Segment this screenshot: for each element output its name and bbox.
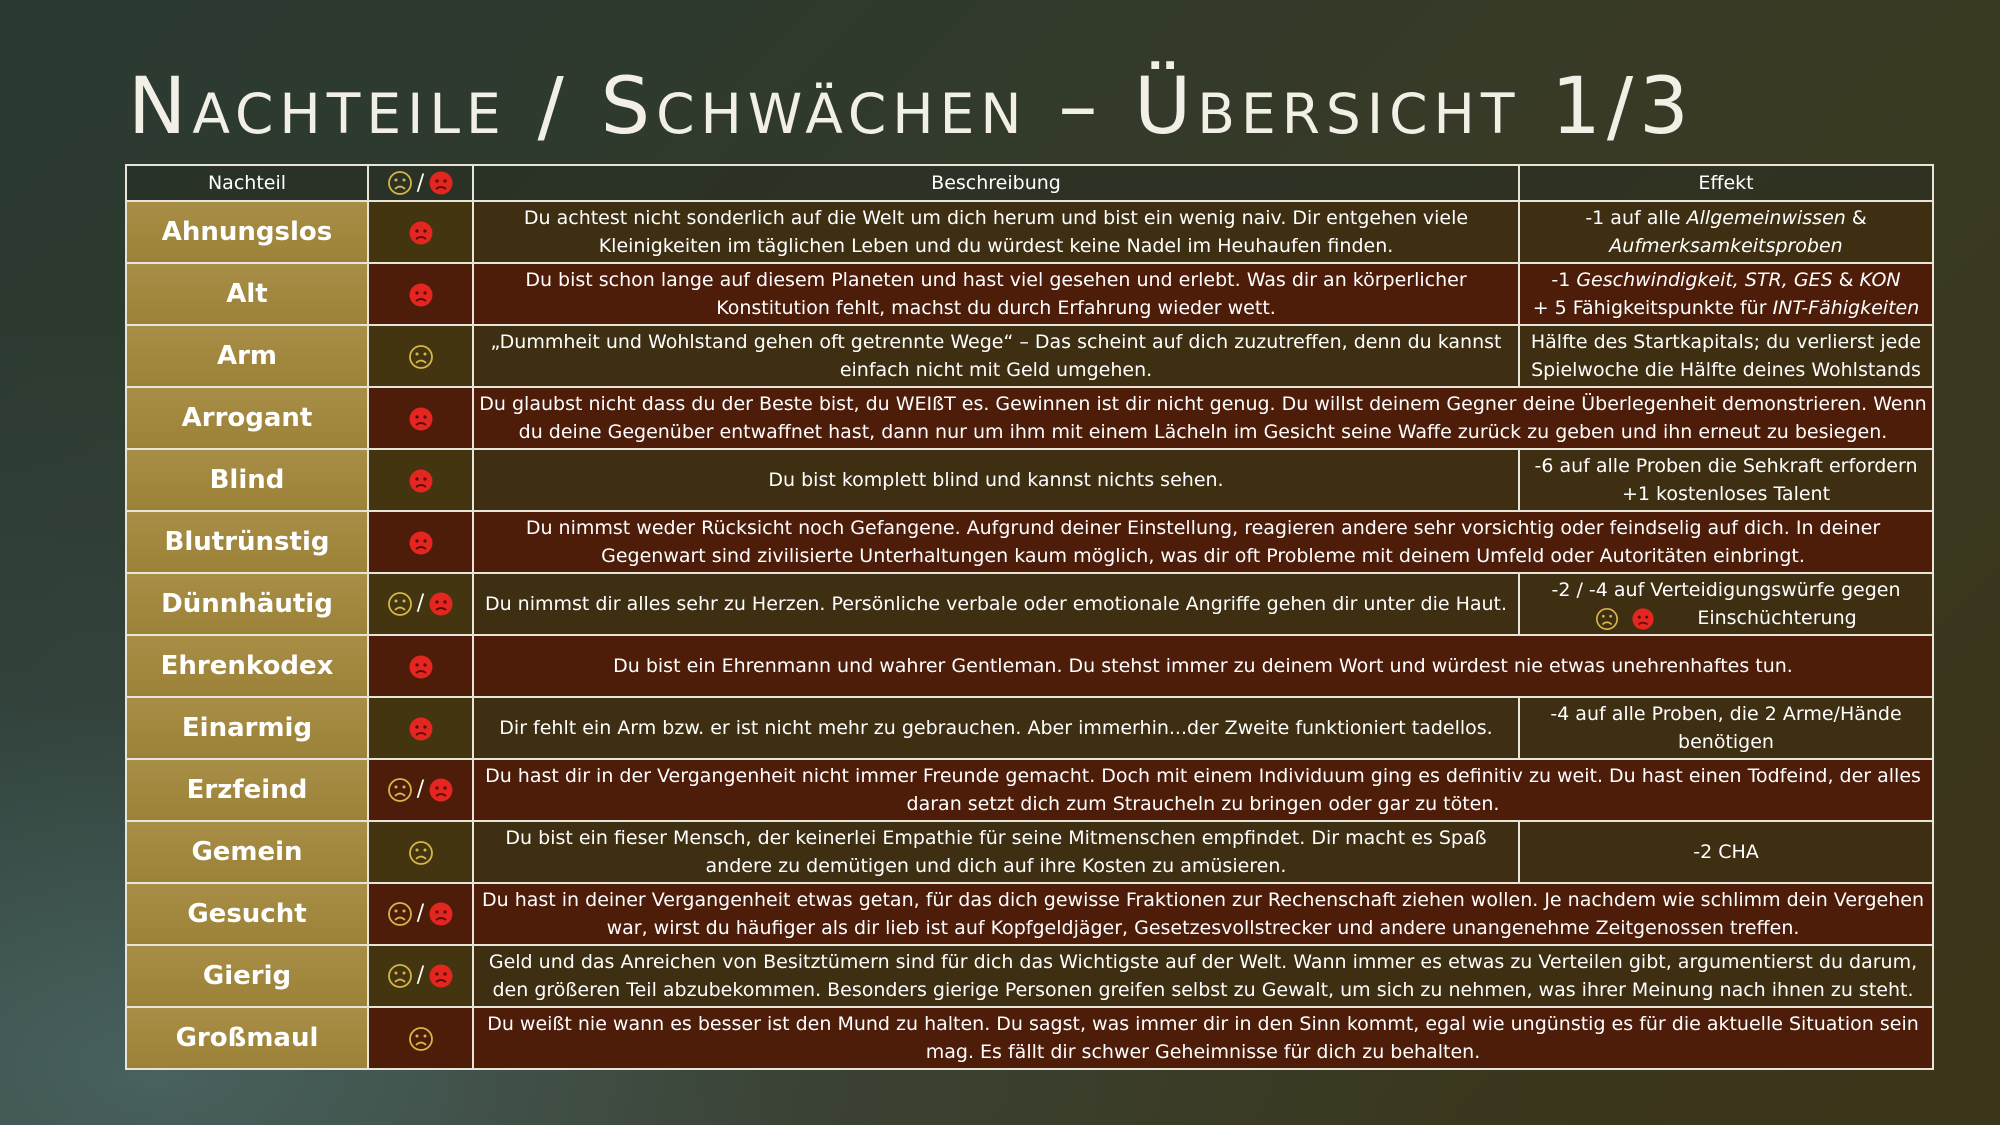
severity-separator: / bbox=[416, 591, 425, 617]
row-name: Erzfeind bbox=[126, 759, 368, 821]
severity-separator: / bbox=[416, 901, 425, 927]
table-row bbox=[126, 263, 1933, 325]
row-effect: -6 auf alle Proben die Sehkraft erfordern +1 kostenloses Talent bbox=[1519, 449, 1933, 511]
angry-red-face-icon bbox=[428, 777, 454, 803]
sad-face-icon bbox=[387, 591, 413, 617]
header-description: Beschreibung bbox=[473, 165, 1519, 201]
angry-red-face-icon bbox=[428, 170, 454, 196]
sad-face-icon bbox=[408, 344, 434, 370]
row-name: Gemein bbox=[126, 821, 368, 883]
row-description: Du bist schon lange auf diesem Planeten und hast viel gesehen und erlebt. Was dir an körperlicher Konstitution fehlt, machst du durch Erfahrung wieder wett. bbox=[473, 263, 1519, 325]
row-description: Du bist ein Ehrenmann und wahrer Gentleman. Du stehst immer zu deinem Wort und würdest nie etwas unehrenhaftes tun. bbox=[473, 635, 1933, 697]
row-effect: -4 auf alle Proben, die 2 Arme/Hände benötigen bbox=[1519, 697, 1933, 759]
page-title: Nachteile / Schwächen – Übersicht 1/3 bbox=[128, 62, 1695, 152]
table-row bbox=[126, 511, 1933, 573]
header-name: Nachteil bbox=[126, 165, 368, 201]
disadvantages-table bbox=[125, 164, 1934, 1070]
sad-face-icon bbox=[1595, 607, 1619, 631]
angry-red-face-icon bbox=[408, 654, 434, 680]
row-severity bbox=[368, 511, 473, 573]
row-name: Alt bbox=[126, 263, 368, 325]
row-name: Arm bbox=[126, 325, 368, 387]
row-effect: -2 CHA bbox=[1519, 821, 1933, 883]
row-name: Ahnungslos bbox=[126, 201, 368, 263]
sad-face-icon bbox=[387, 777, 413, 803]
table-row bbox=[126, 201, 1933, 263]
row-severity bbox=[368, 325, 473, 387]
row-effect: -2 / -4 auf Verteidigungswürfe gegen Einschüchterung bbox=[1519, 573, 1933, 635]
row-description: Du achtest nicht sonderlich auf die Welt um dich herum und bist ein wenig naiv. Dir entgehen viele Kleinigkeiten im täglichen Leben und du würdest keine Nadel im Heuhaufen finden. bbox=[473, 201, 1519, 263]
angry-red-face-icon bbox=[408, 282, 434, 308]
row-severity bbox=[368, 945, 473, 1007]
table-row bbox=[126, 387, 1933, 449]
effect-severity-icons bbox=[1595, 604, 1667, 632]
angry-red-face-icon bbox=[408, 468, 434, 494]
row-severity bbox=[368, 883, 473, 945]
table-row bbox=[126, 325, 1933, 387]
sad-face-icon bbox=[387, 963, 413, 989]
severity-separator: / bbox=[416, 777, 425, 803]
row-description: Du hast in deiner Vergangenheit etwas getan, für das dich gewisse Fraktionen zur Rechenschaft ziehen wollen. Je nachdem wie schlimm dein Vergehen war, wirst du häufiger als dir lieb ist auf Kopfgeldjäger, Gesetzesvollstrecker und andere unangenehme Zeitgenossen treffen. bbox=[473, 883, 1933, 945]
header-effect: Effekt bbox=[1519, 165, 1933, 201]
table-row bbox=[126, 449, 1933, 511]
table-header-row bbox=[126, 165, 1933, 201]
sad-face-icon bbox=[387, 901, 413, 927]
row-severity bbox=[368, 697, 473, 759]
severity-separator: / bbox=[416, 963, 425, 989]
row-severity bbox=[368, 201, 473, 263]
row-severity bbox=[368, 263, 473, 325]
row-description: Du glaubst nicht dass du der Beste bist, du WEIßT es. Gewinnen ist dir nicht genug. Du willst deinem Gegner deine Überlegenheit demonstrieren. Wenn du deine Gegenüber entwaffnet hast, dann nur um ihm mit einem Lächeln im Gesicht seine Waffe zurück zu geben und ihn erneut zu besiegen. bbox=[473, 387, 1933, 449]
row-description: Du nimmst weder Rücksicht noch Gefangene. Aufgrund deiner Einstellung, reagieren andere sehr vorsichtig oder feindselig auf dich. In deiner Gegenwart sind zivilisierte Unterhaltungen kaum möglich, was dir oft Probleme mit deinem Umfeld oder Autoritäten einbringt. bbox=[473, 511, 1933, 573]
row-name: Großmaul bbox=[126, 1007, 368, 1069]
row-description: Du bist ein fieser Mensch, der keinerlei Empathie für seine Mitmenschen empfindet. Dir macht es Spaß andere zu demütigen und dich auf ihre Kosten zu amüsieren. bbox=[473, 821, 1519, 883]
row-name: Blutrünstig bbox=[126, 511, 368, 573]
row-name: Ehrenkodex bbox=[126, 635, 368, 697]
sad-face-icon bbox=[387, 170, 413, 196]
row-description: Du hast dir in der Vergangenheit nicht immer Freunde gemacht. Doch mit einem Individuum ging es definitiv zu weit. Du hast einen Todfeind, der alles daran setzt dich zum Straucheln zu bringen oder gar zu töten. bbox=[473, 759, 1933, 821]
row-description: „Dummheit und Wohlstand gehen oft getrennte Wege“ – Das scheint auf dich zuzutreffen, denn du kannst einfach nicht mit Geld umgehen. bbox=[473, 325, 1519, 387]
row-severity bbox=[368, 1007, 473, 1069]
angry-red-face-icon bbox=[428, 963, 454, 989]
sad-face-icon bbox=[408, 1026, 434, 1052]
row-name: Dünnhäutig bbox=[126, 573, 368, 635]
row-severity bbox=[368, 449, 473, 511]
table-row bbox=[126, 635, 1933, 697]
table-row bbox=[126, 883, 1933, 945]
row-name: Einarmig bbox=[126, 697, 368, 759]
angry-red-face-icon bbox=[408, 530, 434, 556]
row-name: Blind bbox=[126, 449, 368, 511]
row-effect: -1 auf alle Allgemeinwissen & Aufmerksamkeitsproben bbox=[1519, 201, 1933, 263]
angry-red-face-icon bbox=[428, 591, 454, 617]
table-row bbox=[126, 1007, 1933, 1069]
row-description: Du nimmst dir alles sehr zu Herzen. Persönliche verbale oder emotionale Angriffe gehen dir unter die Haut. bbox=[473, 573, 1519, 635]
table-row bbox=[126, 573, 1933, 635]
row-description: Du bist komplett blind und kannst nichts sehen. bbox=[473, 449, 1519, 511]
angry-red-face-icon bbox=[1631, 607, 1655, 631]
row-severity bbox=[368, 821, 473, 883]
table-row bbox=[126, 945, 1933, 1007]
row-effect: Hälfte des Startkapitals; du verlierst jede Spielwoche die Hälfte deines Wohlstands bbox=[1519, 325, 1933, 387]
row-severity bbox=[368, 573, 473, 635]
row-description: Du weißt nie wann es besser ist den Mund zu halten. Du sagst, was immer dir in den Sinn kommt, egal wie ungünstig es für die aktuelle Situation sein mag. Es fällt dir schwer Geheimnisse für dich zu behalten. bbox=[473, 1007, 1933, 1069]
row-severity bbox=[368, 635, 473, 697]
row-severity bbox=[368, 759, 473, 821]
angry-red-face-icon bbox=[408, 716, 434, 742]
row-severity bbox=[368, 387, 473, 449]
angry-red-face-icon bbox=[408, 220, 434, 246]
row-description: Dir fehlt ein Arm bzw. er ist nicht mehr zu gebrauchen. Aber immerhin...der Zweite funktioniert tadellos. bbox=[473, 697, 1519, 759]
table-row bbox=[126, 759, 1933, 821]
angry-red-face-icon bbox=[408, 406, 434, 432]
table-row bbox=[126, 697, 1933, 759]
sad-face-icon bbox=[408, 840, 434, 866]
header-severity bbox=[368, 165, 473, 201]
row-description: Geld und das Anreichen von Besitztümern sind für dich das Wichtigste auf der Welt. Wann immer es etwas zu Verteilen gibt, argumentierst du darum, den größeren Teil abzubekommen. Besonders gierige Personen greifen selbst zu Gewalt, um sich zu nehmen, was ihrer Meinung nach ihnen zu steht. bbox=[473, 945, 1933, 1007]
table-row bbox=[126, 821, 1933, 883]
row-name: Gierig bbox=[126, 945, 368, 1007]
row-name: Arrogant bbox=[126, 387, 368, 449]
row-effect: -1 Geschwindigkeit, STR, GES & KON + 5 Fähigkeitspunkte für INT-Fähigkeiten bbox=[1519, 263, 1933, 325]
angry-red-face-icon bbox=[428, 901, 454, 927]
row-name: Gesucht bbox=[126, 883, 368, 945]
severity-separator: / bbox=[416, 170, 425, 196]
